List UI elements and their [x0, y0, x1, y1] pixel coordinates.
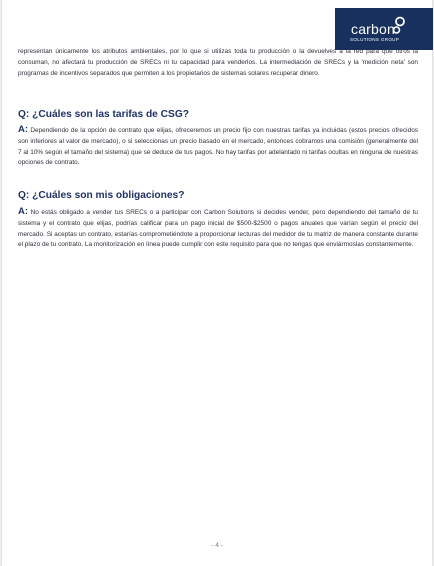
page-number: - 4 -	[211, 542, 223, 549]
answer-fees-text: Dependiendo de la opción de contrato que elijas, ofreceremos un precio fijo con nuestras tarifas ya incluidas (estos precios ofrecidos son inferiores al valor de mercado), o si seleccionas un precio basado en el mercado, entonces cobramos una comisión (generalmente del 7 al 10% según el tamaño del sistema) que se deduce de tus pagos. No hay tarifas por adelantado ni tarifas ocultas en ninguna de nuestras opciones de contrato.	[18, 127, 418, 167]
answer-obligations	[18, 207, 418, 251]
answer-obligations-text: No estás obligado a vender tus SRECs o a participar con Carbon Solutions si decides vender, pero dependiendo del tamaño de tu sistema y el contrato que elijas, podrías calificar para un pago inicial de $500-$2500 o pagos anuales que varían según el precio del mercado. Si aceptas un contrato, estarías comprometiéndote a proporcionar lecturas del medidor de tu matriz de manera constante durante el plazo de tu contrato. La monitorización en línea puede cumplir con este requisito para que no tengas que enviármoslas constantemente.	[18, 209, 419, 249]
answer-label: A:	[18, 206, 29, 217]
document-page	[2, 0, 432, 566]
answer-fees	[18, 125, 418, 169]
answer-label: A:	[18, 124, 29, 135]
logo-wordmark: carbon	[351, 21, 396, 37]
question-fees: Q: ¿Cuáles son las tarifas de CSG?	[18, 109, 189, 120]
logo-subtitle: SOLUTIONS GROUP	[350, 37, 400, 42]
question-obligations: Q: ¿Cuáles son mis obligaciones?	[18, 190, 185, 201]
logo-circles-icon	[387, 16, 407, 36]
intro-paragraph: representan únicamente los atributos ambientales, por lo que si utilizas toda tu producción o la devuelves a la red para que otros la consuman, no afectará tu producción de SRECs ni tu capacidad para venderlos. La intermediación de SRECs y la 'medición neta' son programas de incentivos separados que permiten a los propietarios de sistemas solares recuperar dinero.	[18, 48, 418, 77]
carbon-solutions-logo	[335, 8, 433, 50]
